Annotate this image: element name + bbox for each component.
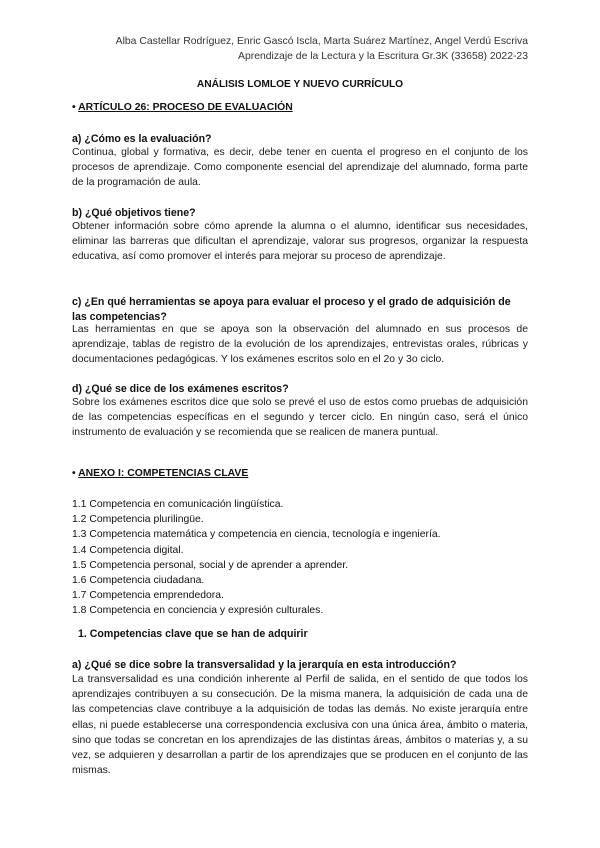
- bullet: •: [72, 468, 76, 479]
- list-item: 1.7 Competencia emprendedora.: [72, 590, 224, 602]
- answer-d: Sobre los exámenes escritos dice que solo se prevé el uso de estos como pruebas de adquisición de las competencias específicas en el segundo y tercer ciclo. En ningún caso, será el único instrumento de evaluación y se recomienda que se realicen de manera puntual.: [72, 397, 528, 439]
- list-item: 1.3 Competencia matemática y competencia en ciencia, tecnología e ingeniería.: [72, 529, 441, 541]
- document-title: ANÁLISIS LOMLOE Y NUEVO CURRÍCULO: [196, 79, 404, 90]
- question-transversalidad: a) ¿Qué se dice sobre la transversalidad y la jerarquía en esta introducción?: [72, 659, 457, 671]
- header-course: Aprendizaje de la Lectura y la Escritura Gr.3K (33658) 2022-23: [238, 51, 528, 62]
- answer-c: Las herramientas en que se apoya son la observación del alumnado en sus procesos de aprendizaje, tablas de registro de la evolución de los aprendizajes, entrevistas orales, rúbricas y documentaciones pedagógicas. Y los exámenes escritos solo en el 2o y 3o ciclo.: [72, 324, 528, 366]
- answer-transversalidad: La transversalidad es una condición inherente al Perfil de salida, en el sentido de que todos los aprendizajes contribuyen a su consecución. De la misma manera, la adquisición de cada una de las competencias clave contribuye a la adquisición de todas las demás. No existe jerarquía entre ellas, ni puede establecerse una correspondencia exclusiva con una única área, ámbito o materia, sino que todas se concretan en los aprendizajes de las distintas áreas, ámbitos o materias y, a su vez, se adquieren y desarrollan a partir de los aprendizajes que se producen en el conjunto de las mismas.: [72, 674, 528, 777]
- answer-a: Continua, global y formativa, es decir, debe tener en cuenta el progreso en el conjunto de los procesos de aprendizaje. Como componente esencial del aprendizaje del alumnado, forma parte de la programación de aula.: [72, 147, 528, 189]
- question-d: d) ¿Qué se dice de los exámenes escritos?: [72, 383, 289, 395]
- section-heading-anexo-1: [72, 468, 248, 479]
- section-heading-text: ARTÍCULO 26: PROCESO DE EVALUACIÓN: [78, 102, 293, 113]
- question-a: a) ¿Cómo es la evaluación?: [72, 133, 212, 145]
- list-item: 1.1 Competencia en comunicación lingüística.: [72, 499, 284, 510]
- subheading-competencias: 1. Competencias clave que se han de adquirir: [78, 628, 308, 640]
- competencias-list: [72, 497, 441, 619]
- answer-b: Obtener información sobre cómo aprende la alumna o el alumno, identificar sus necesidades, eliminar las barreras que dificultan el aprendizaje, valorar sus progresos, organizar la respuesta educativa, así como promover el interés para mejorar su proceso de aprendizaje.: [72, 221, 528, 263]
- header-authors: Alba Castellar Rodríguez, Enric Gascó Iscla, Marta Suárez Martínez, Angel Verdú Escriva: [115, 36, 528, 47]
- list-item: 1.2 Competencia plurilingüe.: [72, 514, 204, 526]
- list-item: 1.4 Competencia digital.: [72, 544, 184, 556]
- list-item: 1.8 Competencia en conciencia y expresión culturales.: [72, 605, 324, 617]
- list-item: 1.5 Competencia personal, social y de aprender a aprender.: [72, 559, 349, 571]
- section-heading-articulo-26: [72, 102, 293, 113]
- bullet: •: [72, 102, 76, 113]
- section-heading-text: ANEXO I: COMPETENCIAS CLAVE: [78, 468, 249, 479]
- question-b: b) ¿Qué objetivos tiene?: [72, 207, 196, 219]
- question-c: c) ¿En qué herramientas se apoya para evaluar el proceso y el grado de adquisición de las competencias?: [72, 296, 511, 323]
- list-item: 1.6 Competencia ciudadana.: [72, 575, 205, 587]
